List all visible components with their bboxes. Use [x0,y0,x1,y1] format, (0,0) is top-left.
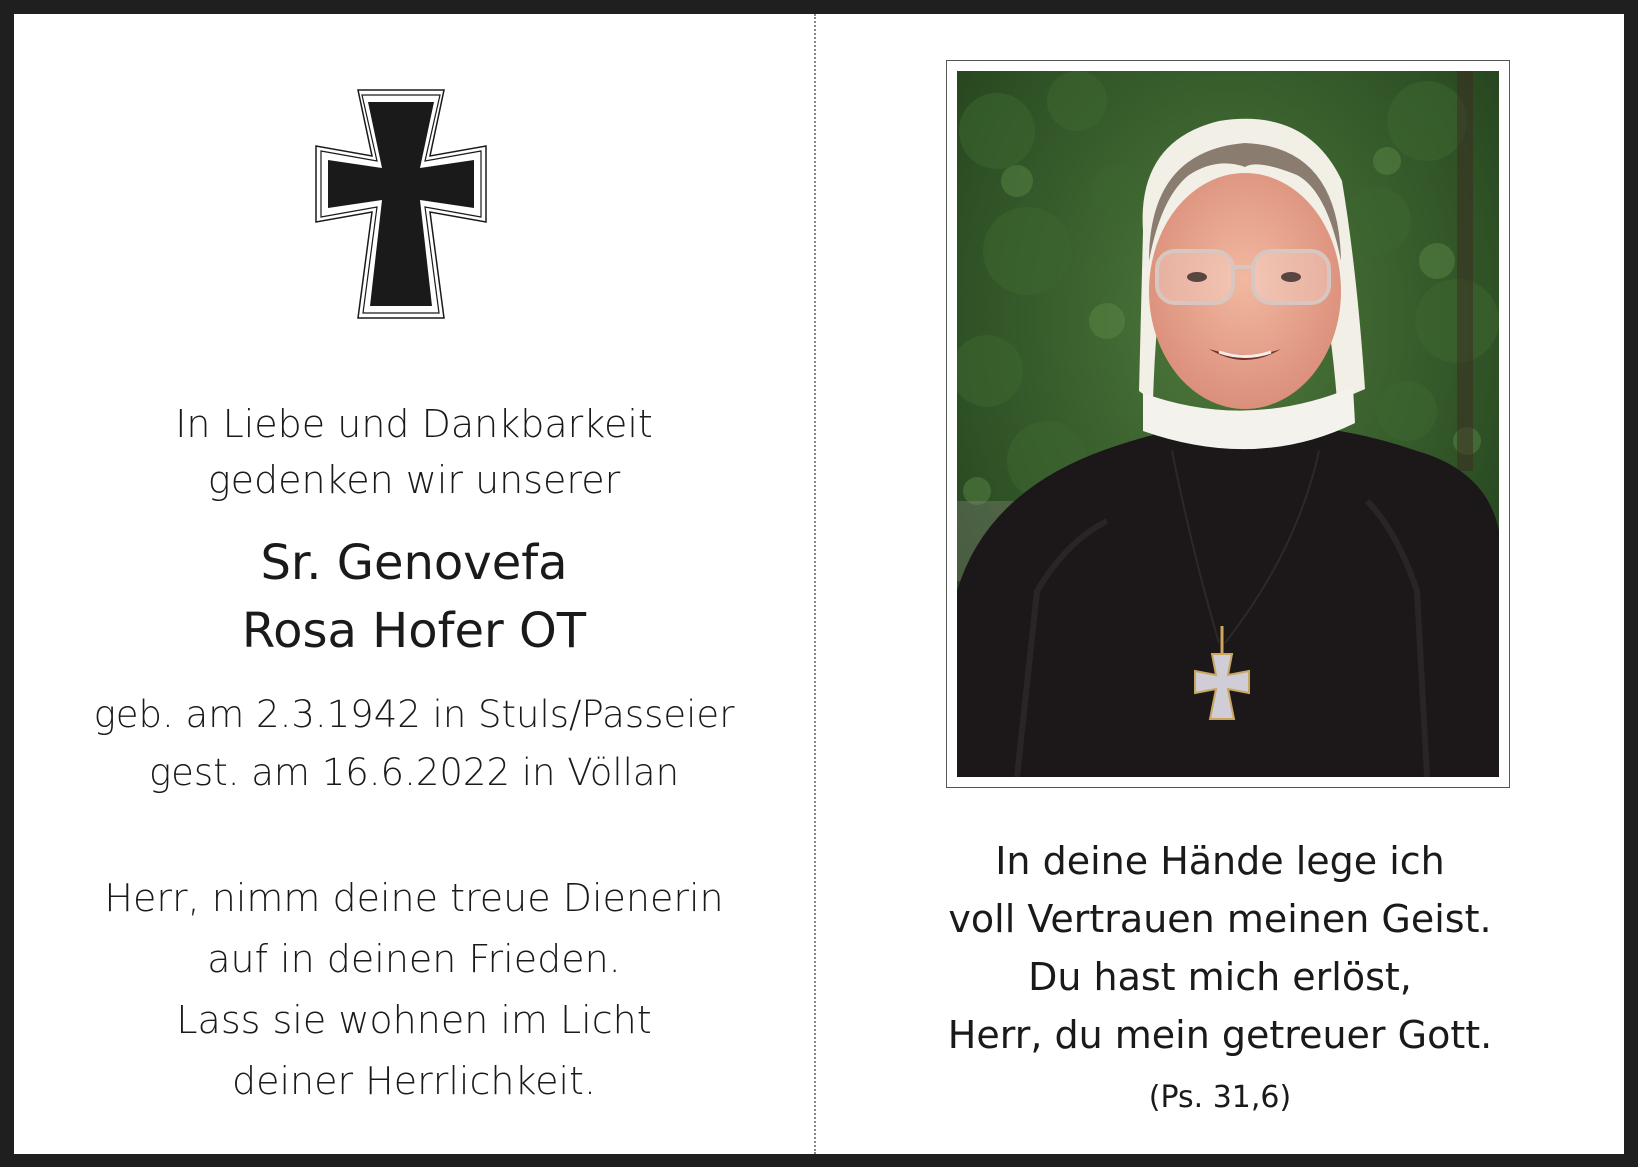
right-panel [816,14,1624,1154]
verse-line: Du hast mich erlöst, [1028,955,1412,999]
verse-line: Herr, du mein getreuer Gott. [947,1013,1493,1057]
birth-date: geb. am 2.3.1942 in Stuls/Passeier [93,693,735,736]
prayer-line: auf in deinen Frieden. [207,937,621,981]
portrait-photo [957,71,1499,777]
dedication-line: gedenken wir unserer [207,458,621,502]
prayer-line: deiner Herrlichkeit. [231,1059,597,1103]
name-line: Rosa Hofer OT [241,603,587,659]
death-date: gest. am 16.6.2022 in Völlan [148,751,680,794]
prayer-line: Herr, nimm deine treue Dienerin [104,876,724,920]
left-panel [14,14,814,1154]
life-dates [14,686,814,802]
dedication-text [14,396,814,508]
memorial-card [14,14,1624,1154]
verse-line: In deine Hände lege ich [995,839,1445,883]
prayer-text [14,868,814,1112]
dedication-line: In Liebe und Dankbarkeit [175,402,653,446]
cross-icon [310,86,492,322]
photo-frame [946,60,1510,788]
psalm-citation: (Ps. 31,6) [1148,1080,1292,1115]
deceased-name [14,529,814,665]
prayer-line: Lass sie wohnen im Licht [176,998,652,1042]
verse-line: voll Vertrauen meinen Geist. [948,897,1492,941]
psalm-verse [816,832,1624,1064]
name-line: Sr. Genovefa [260,535,568,591]
